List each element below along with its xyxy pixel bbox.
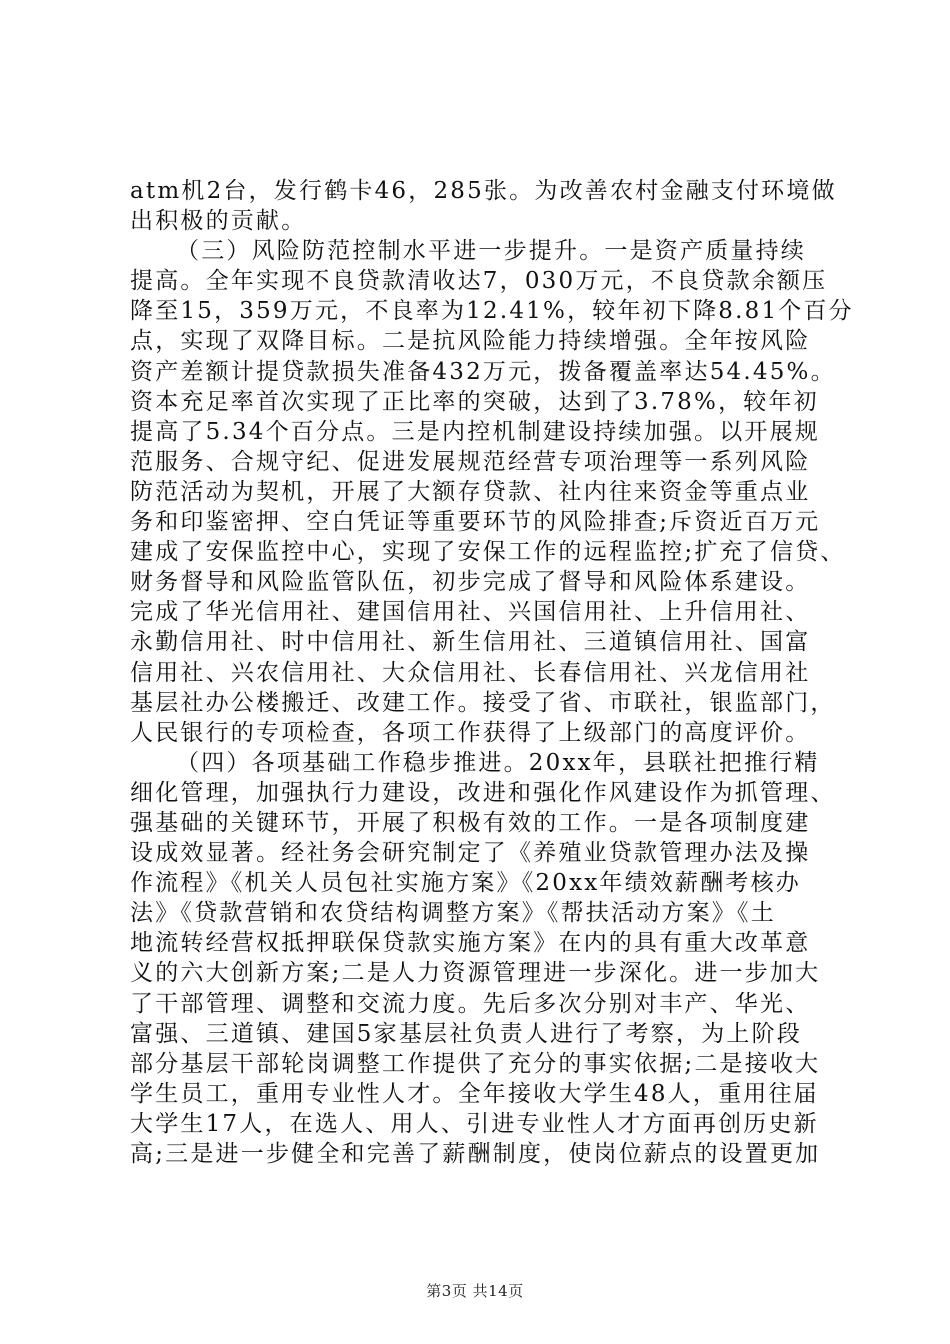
text-line: 财务督导和风险监管队伍，初步完成了督导和风险体系建设。 — [130, 569, 811, 596]
text-line: 学生员工，重用专业性人才。全年接收大学生48人，重用往届 — [130, 1080, 819, 1107]
text-line: 基层社办公楼搬迁、改建工作。接受了省、市联社，银监部门， — [130, 689, 836, 716]
text-line: 范服务、合规守纪、促进发展规范经营专项治理等一系列风险 — [130, 448, 811, 475]
text-line: 永勤信用社、时中信用社、新生信用社、三道镇信用社、国富 — [130, 629, 811, 656]
text-line: 设成效显著。经社务会研究制定了《养殖业贷款管理办法及操 — [130, 840, 811, 867]
text-line: 提高。全年实现不良贷款清收达7，030万元，不良贷款余额压 — [130, 268, 828, 295]
text-line: 资产差额计提贷款损失准备432万元，拨备覆盖率达54.45%。 — [130, 358, 836, 385]
text-line: 务和印鉴密押、空白凭证等重要环节的风险排查;斥资近百万元 — [130, 509, 821, 536]
text-line: 细化管理，加强执行力建设，改进和强化作风建设作为抓管理、 — [130, 779, 836, 806]
text-line: 降至15，359万元，不良率为12.41%，较年初下降8.81个百分 — [130, 298, 854, 325]
text-line: 建成了安保监控中心，实现了安保工作的远程监控;扩充了信贷、 — [130, 539, 846, 566]
paragraph-heading-line: （四）各项基础工作稳步推进。20xx年，县联社把推行精 — [176, 749, 820, 776]
text-line: 地流转经营权抵押联保贷款实施方案》在内的具有重大改革意 — [130, 930, 811, 957]
text-line: 强基础的关键环节，开展了积极有效的工作。一是各项制度建 — [130, 809, 811, 836]
text-line: 资本充足率首次实现了正比率的突破，达到了3.78%，较年初 — [130, 388, 819, 415]
page-number-footer: 第3页 共14页 — [426, 1282, 524, 1300]
text-line: 义的六大创新方案;二是人力资源管理进一步深化。进一步加大 — [130, 960, 821, 987]
text-line: 部分基层干部轮岗调整工作提供了充分的事实依据;二是接收大 — [130, 1050, 821, 1077]
text-line: 出积极的贡献。 — [130, 208, 307, 235]
text-line: 作流程》《机关人员包社实施方案》《20xx年绩效薪酬考核办 — [130, 870, 802, 897]
text-line: 人民银行的专项检查，各项工作获得了上级部门的高度评价。 — [130, 719, 811, 746]
text-line: 信用社、兴农信用社、大众信用社、长春信用社、兴龙信用社 — [130, 659, 811, 686]
body-text — [130, 176, 854, 1169]
text-line: atm机2台，发行鹤卡46，285张。为改善农村金融支付环境做 — [130, 178, 837, 204]
text-line: 防范活动为契机，开展了大额存贷款、社内往来资金等重点业 — [130, 478, 811, 505]
text-line: 高;三是进一步健全和完善了薪酬制度，使岗位薪点的设置更加 — [130, 1141, 821, 1167]
text-line: 点，实现了双降目标。二是抗风险能力持续增强。全年按风险 — [130, 328, 811, 355]
text-line: 法》《贷款营销和农贷结构调整方案》《帮扶活动方案》《土 — [130, 900, 776, 927]
text-line: 大学生17人，在选人、用人、引进专业性人才方面再创历史新 — [130, 1110, 819, 1137]
text-line: 了干部管理、调整和交流力度。先后多次分别对丰产、华光、 — [130, 990, 811, 1017]
text-line: 提高了5.34个百分点。三是内控机制建设持续加强。以开展规 — [130, 418, 821, 445]
paragraph-heading-line: （三）风险防范控制水平进一步提升。一是资产质量持续 — [176, 238, 806, 265]
text-line: 完成了华光信用社、建国信用社、兴国信用社、上升信用社、 — [130, 599, 811, 626]
text-line: 富强、三道镇、建国5家基层社负责人进行了考察，为上阶段 — [130, 1020, 803, 1047]
